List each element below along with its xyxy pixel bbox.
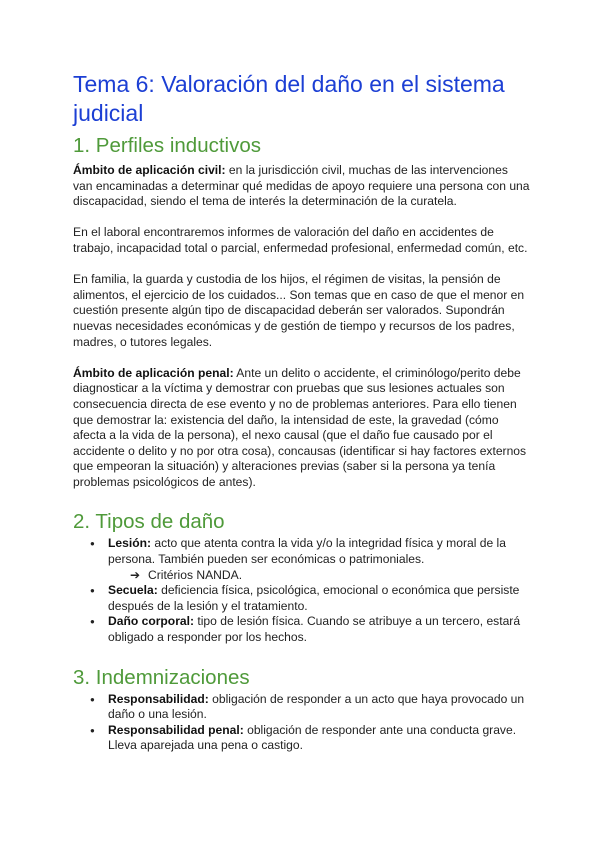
- item-label: Secuela:: [108, 583, 158, 598]
- list-item-secuela: [108, 583, 530, 614]
- paragraph-laboral: En el laboral encontraremos informes de valoración del daño en accidentes de trabajo, incapacidad total o parcial, enfermedad profesional, enfermedad común, etc.: [73, 225, 528, 255]
- section-heading-tipos-de-dano: 2. Tipos de daño: [73, 510, 225, 534]
- list-item-dano-corporal: [108, 614, 530, 645]
- sub-item-criterios-nanda: [130, 567, 530, 584]
- section-heading-perfiles-inductivos: 1. Perfiles inductivos: [73, 134, 262, 157]
- penal-label: Ámbito de aplicación penal:: [73, 365, 234, 380]
- item-text: obligación de responder a un acto que haya provocado un daño o una lesión.: [108, 691, 525, 722]
- item-text: tipo de lesión física. Cuando se atribuye a un tercero, estará obligado a responder por los hechos.: [108, 614, 521, 645]
- penal-text: Ante un delito o accidente, el criminólogo/perito debe diagnosticar a la víctima y demostrar con pruebas que sus lesiones actuales son consecuencia directa de ese evento y no de problemas anteriores. Para ello tienen que demostrar la: existencia del daño, la intensidad de este, la gravedad (cómo afecta a la vida de la persona), el nexo causal (que el daño fue causado por el accidente o delito y no por otra cosa), concausas (identificar si hay factores externos que empeoran la situación) y alteraciones previas (saber si la persona ya tenía problemas psicológicos de antes).: [73, 365, 527, 489]
- paragraph-civil: [73, 163, 530, 210]
- indemnizaciones-list: [73, 692, 530, 754]
- arrow-right-icon: ➔: [130, 567, 141, 582]
- item-label: Lesión:: [108, 536, 152, 551]
- item-label: Responsabilidad:: [108, 691, 209, 706]
- list-item-lesion: [108, 536, 530, 583]
- list-item-responsabilidad: [108, 692, 530, 723]
- item-label: Daño corporal:: [108, 614, 195, 629]
- tipos-de-dano-list: [73, 536, 530, 645]
- page-title: Tema 6: Valoración del daño en el sistema judicial: [73, 71, 505, 126]
- list-item-responsabilidad-penal: [108, 723, 530, 754]
- civil-label: Ámbito de aplicación civil:: [73, 163, 226, 177]
- item-label: Responsabilidad penal:: [108, 722, 244, 737]
- section-heading-indemnizaciones: 3. Indemnizaciones: [73, 665, 250, 689]
- paragraph-penal: [73, 366, 530, 491]
- civil-text: en la jurisdicción civil, muchas de las intervenciones van encaminadas a determinar qué medidas de apoyo requiere una persona con una discapacidad, siendo el tema de interés la determinación de la curatela.: [73, 163, 530, 209]
- item-text: deficiencia física, psicológica, emocional o económica que persiste después de la lesión y el tratamiento.: [108, 583, 520, 613]
- lesion-sublist: [108, 568, 530, 584]
- paragraph-familia: En familia, la guarda y custodia de los hijos, el régimen de visitas, la pensión de alimentos, el ejercicio de los cuidados... Son temas que en caso de que el menor en cuestión presente algún tipo de discapacidad deberán ser valorados. Supondrán nuevas necesidades económicas y de gestión de tiempo y recursos de los padres, madres, o tutores legales.: [73, 272, 525, 349]
- item-text: obligación de responder ante una conducta grave. Lleva aparejada una pena o castigo.: [108, 722, 517, 753]
- sub-item-text: Critérios NANDA.: [148, 567, 243, 582]
- item-text: acto que atenta contra la vida y/o la integridad física y moral de la persona. También pueden ser económicas o patrimoniales.: [108, 536, 506, 567]
